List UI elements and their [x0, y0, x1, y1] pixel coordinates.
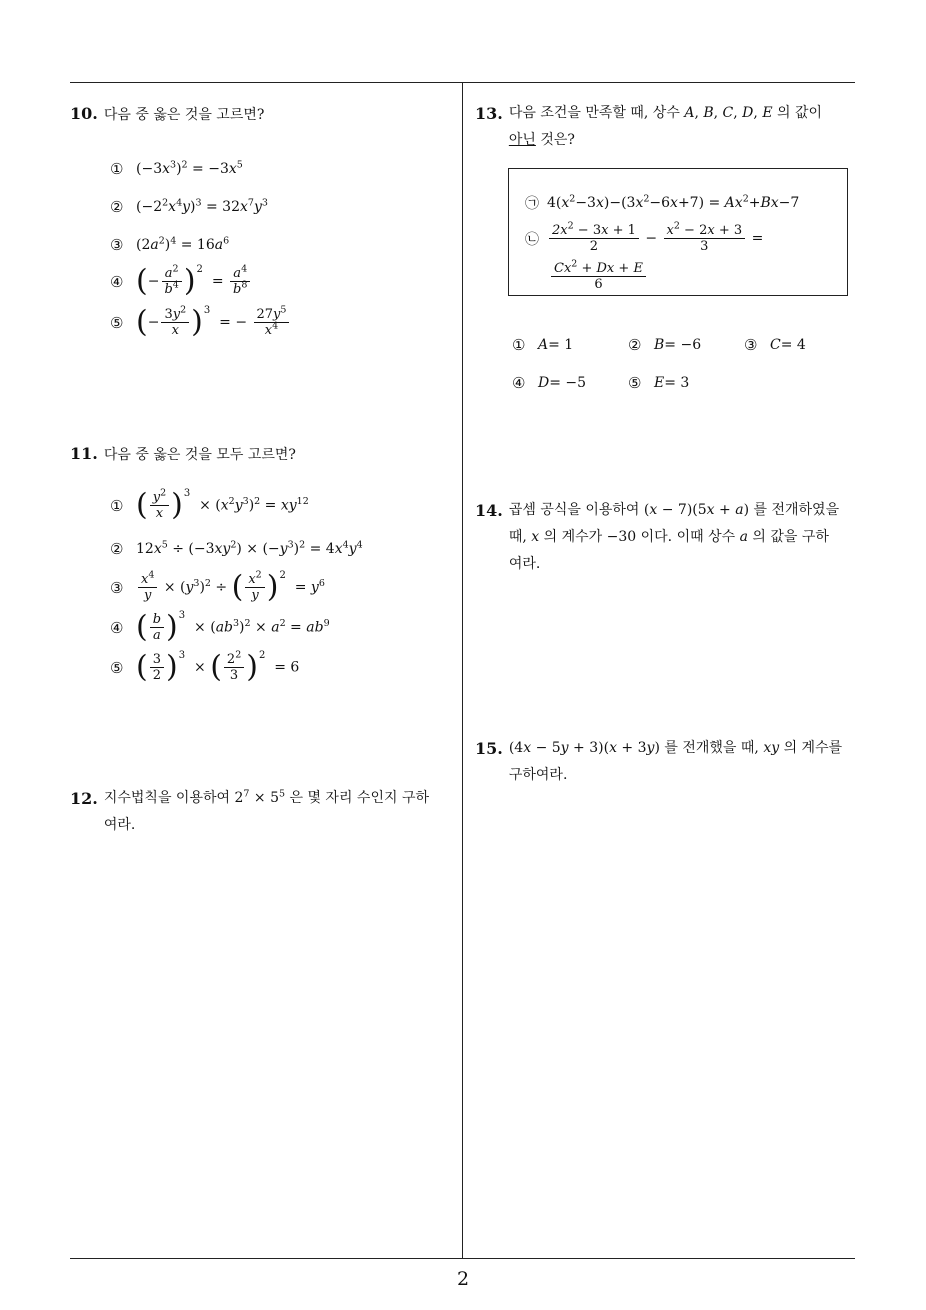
bottom-rule — [70, 1258, 855, 1259]
q10-choice-1[interactable] — [110, 160, 243, 178]
question-text: 다음 중 옳은 것을 모두 고르면? — [103, 447, 296, 463]
question-text: 곱셈 공식을 이용하여 (x − 7)(5x + a) 를 전개하였을 때, x 의 계수가 −30 이다. 이때 상수 a 의 값을 구하 여라. — [508, 502, 840, 572]
q10-choice-4[interactable] — [110, 263, 252, 299]
choice-expression: $(-3x^3)^2 = -3x^5$ — [136, 159, 243, 177]
q11-choice-3[interactable] — [110, 569, 325, 605]
choice-expression: ( $\frac{y^2}{x}$ )$^3 \times (x^2y^3)^2 = xy^{12}$ — [136, 487, 309, 523]
question-10 — [70, 100, 450, 129]
choice-expression: $(2a^2)^4 = 16a^6$ — [136, 235, 230, 253]
q13-choice-4[interactable]: ④ D = −5 — [512, 374, 587, 392]
condition-mark: ㉡ — [525, 231, 539, 248]
page-number: 2 — [456, 1268, 470, 1290]
q11-choice-1[interactable] — [110, 487, 309, 523]
choice-expression: $(-2^2x^4y)^3 = 32x^7y^3$ — [136, 197, 268, 215]
question-12 — [70, 785, 460, 839]
choice-mark: ④ — [110, 618, 124, 637]
column-divider — [462, 82, 463, 1258]
question-number: 14. — [475, 501, 503, 520]
condition-2-rhs: $\frac{Cx^2 + Dx + E}{6}$ — [549, 261, 648, 292]
choice-mark: ① — [110, 496, 124, 515]
question-number: 11. — [70, 444, 98, 463]
question-text: 지수법칙을 이용하여 $2^7 \times 5^5$ 은 몇 자리 수인지 구하 여라. — [103, 788, 429, 833]
question-number: 13. — [475, 104, 503, 123]
question-number: 15. — [475, 739, 503, 758]
q11-choice-2[interactable] — [110, 540, 363, 558]
choice-expression: ( $\frac{3}{2}$ )$^3$ × ( $\frac{2^2}{3}$ )$^2$ = 6 — [136, 649, 300, 685]
q11-choice-4[interactable] — [110, 609, 330, 645]
q10-choice-2[interactable] — [110, 198, 268, 216]
q13-choice-3[interactable]: ③ C = 4 — [744, 336, 806, 354]
choice-expression: (− $\frac{3y^2}{x}$ )$^3$ = − $\frac{27y^5}{x^4}$ — [136, 307, 291, 338]
question-15 — [475, 735, 860, 789]
q13-choice-5[interactable]: ⑤ E = 3 — [628, 374, 690, 392]
condition-mark: ㉠ — [525, 196, 539, 212]
question-11 — [70, 440, 450, 469]
emphasis-underline: 아닌 — [508, 132, 536, 148]
condition-1: ㉠ $4(x^2-3x)-(3x^2-6x+7) = Ax^2+Bx-7$ — [525, 193, 800, 212]
choice-expression: (− $\frac{a^2}{b^4}$ )$^2$ = $\frac{a^4}{b^8}$ — [136, 266, 252, 297]
choice-mark: ⑤ — [110, 313, 124, 332]
condition-2: ㉡ $\frac{2x^2 - 3x + 1}{2}$ − $\frac{x^2 - 2x + 3}{3}$ = — [525, 220, 764, 254]
choice-mark: ② — [110, 198, 124, 216]
question-text: 다음 중 옳은 것을 고르면? — [103, 107, 265, 123]
choice-mark: ④ — [110, 272, 124, 291]
question-number: 12. — [70, 789, 98, 808]
question-14 — [475, 497, 860, 578]
choice-mark: ③ — [110, 236, 124, 254]
question-text: 다음 조건을 만족할 때, 상수 A, B, C, D, E 의 값이 아닌 것은? — [508, 105, 823, 148]
q13-choice-2[interactable]: ② B = −6 — [628, 336, 702, 354]
choice-expression: $\frac{x^4}{y}$ × $(y^3)^2$ ÷ ( $\frac{x^2}{y}$ )$^2 = y^6$ — [136, 572, 325, 603]
question-number: 10. — [70, 104, 98, 123]
choice-mark: ① — [110, 160, 124, 178]
question-13 — [475, 100, 860, 154]
condition-box — [508, 168, 848, 296]
q10-choice-3[interactable] — [110, 236, 229, 254]
choice-mark: ③ — [110, 578, 124, 597]
choice-mark: ⑤ — [110, 658, 124, 677]
q10-choice-5[interactable] — [110, 304, 291, 340]
choice-mark: ② — [110, 540, 124, 558]
choice-expression: $12x^5 \div (-3xy^2) \times (-y^3)^2 = 4x^4y^4$ — [136, 539, 363, 557]
question-text: (4x − 5y + 3)(x + 3y) 를 전개했을 때, xy 의 계수를 구하여라. — [508, 740, 843, 783]
choice-expression: ( $\frac{b}{a}$ )$^3 \times (ab^3)^2 \times a^2 = ab^9$ — [136, 609, 330, 645]
q11-choice-5[interactable] — [110, 649, 300, 685]
q13-choice-1[interactable]: ① A = 1 — [512, 336, 574, 354]
